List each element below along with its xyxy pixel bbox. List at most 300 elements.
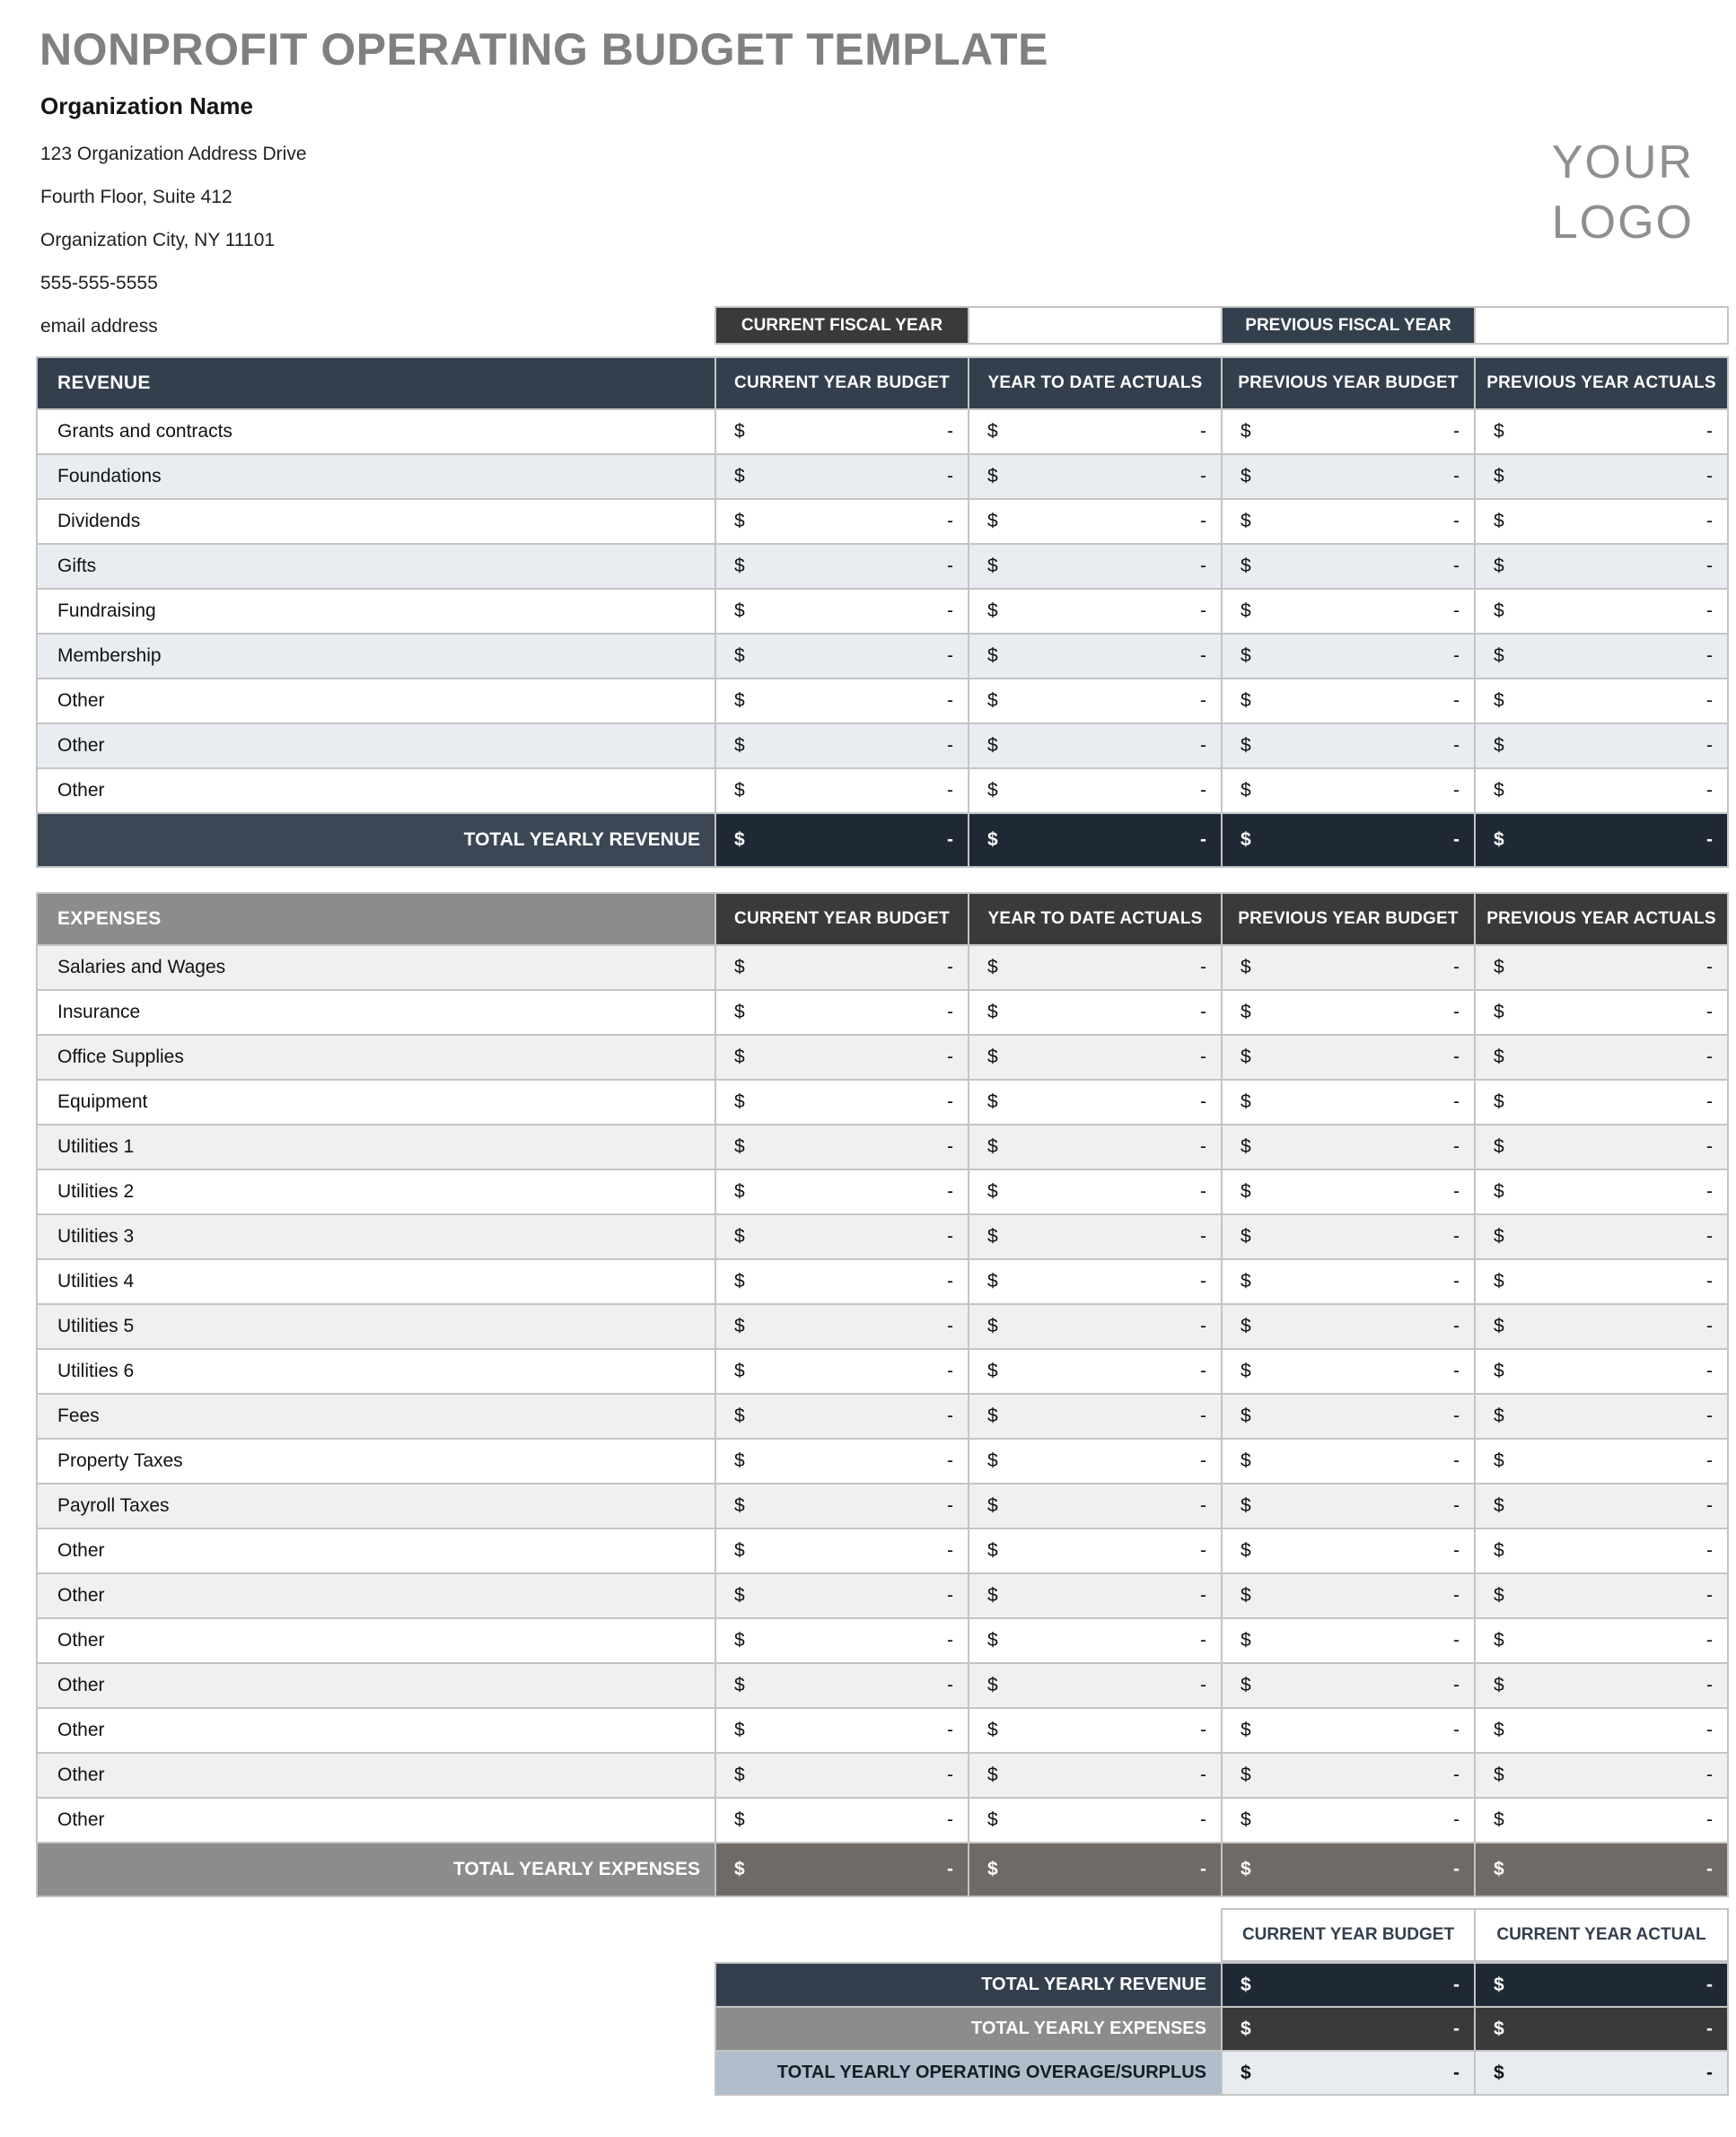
currency-symbol: $ [1494, 1047, 1504, 1067]
amount-cell-previous-year-budget[interactable] [1223, 1305, 1474, 1348]
currency-symbol: $ [1494, 690, 1504, 711]
currency-symbol: $ [1241, 600, 1251, 621]
empty-amount: - [1706, 1450, 1713, 1471]
amount-cell-previous-year-actuals[interactable] [1476, 635, 1727, 678]
amount-cell-year-to-date-actuals[interactable] [969, 1036, 1221, 1079]
amount-cell-current-year-budget[interactable] [716, 410, 968, 453]
currency-symbol: $ [1241, 829, 1251, 850]
row-label-cell[interactable]: Other [38, 769, 715, 812]
amount-cell-previous-year-actuals[interactable] [1476, 679, 1727, 723]
amount-cell-year-to-date-actuals[interactable] [969, 410, 1221, 453]
empty-amount: - [947, 556, 953, 576]
amount-cell-current-year-budget[interactable] [716, 1305, 968, 1348]
empty-amount: - [1706, 1585, 1713, 1606]
page-title: NONPROFIT OPERATING BUDGET TEMPLATE [39, 24, 1048, 74]
currency-symbol: $ [1494, 1720, 1504, 1740]
amount-cell-current-year-budget[interactable] [716, 1395, 968, 1438]
amount-cell-year-to-date-actuals[interactable] [969, 1260, 1221, 1303]
row-label-cell[interactable]: Utilities 4 [38, 1260, 715, 1303]
previous-fiscal-year-label: PREVIOUS FISCAL YEAR [1223, 308, 1474, 343]
currency-symbol: $ [1494, 780, 1504, 801]
row-label-cell[interactable]: Utilities 5 [38, 1305, 715, 1348]
amount-cell-previous-year-actuals[interactable] [1476, 1709, 1727, 1752]
amount-cell-previous-year-budget[interactable] [1223, 1260, 1474, 1303]
currency-symbol: $ [734, 556, 745, 576]
row-label-cell[interactable]: Fundraising [38, 590, 715, 633]
currency-symbol: $ [987, 511, 998, 531]
amount-cell-previous-year-budget[interactable] [1223, 455, 1474, 498]
empty-amount: - [947, 1316, 953, 1336]
empty-amount: - [1706, 690, 1713, 711]
empty-amount: - [1200, 1859, 1206, 1879]
amount-cell-current-year-budget[interactable] [716, 1036, 968, 1079]
currency-symbol: $ [1241, 1720, 1251, 1740]
currency-symbol: $ [987, 1765, 998, 1785]
amount-cell-previous-year-actuals[interactable] [1476, 1529, 1727, 1572]
org-email[interactable]: email address [40, 316, 158, 337]
amount-cell-current-year-budget[interactable] [716, 946, 968, 989]
amount-cell-previous-year-budget[interactable] [1223, 1754, 1474, 1797]
currency-symbol: $ [734, 1675, 745, 1695]
amount-cell-previous-year-budget[interactable] [1223, 500, 1474, 543]
empty-amount: - [1200, 957, 1206, 977]
amount-cell-previous-year-actuals[interactable] [1476, 1305, 1727, 1348]
amount-cell-previous-year-actuals[interactable] [1476, 1664, 1727, 1707]
empty-amount: - [1453, 1091, 1460, 1112]
amount-cell-year-to-date-actuals[interactable] [969, 991, 1221, 1034]
empty-amount: - [1200, 829, 1206, 850]
org-address-city[interactable]: Organization City, NY 11101 [40, 230, 276, 250]
amount-cell-previous-year-budget[interactable] [1223, 1799, 1474, 1842]
amount-cell-previous-year-budget[interactable] [1223, 410, 1474, 453]
amount-cell-previous-year-actuals[interactable] [1476, 500, 1727, 543]
empty-amount: - [1200, 1271, 1206, 1292]
currency-symbol: $ [1494, 2062, 1504, 2083]
amount-cell-year-to-date-actuals[interactable] [969, 1215, 1221, 1258]
amount-cell-year-to-date-actuals[interactable] [969, 769, 1221, 812]
amount-cell-current-year-budget[interactable] [716, 635, 968, 678]
empty-amount: - [1706, 1136, 1713, 1157]
empty-amount: - [1200, 645, 1206, 666]
currency-symbol: $ [734, 1495, 745, 1516]
summary-column-header-budget: CURRENT YEAR BUDGET [1223, 1910, 1474, 1960]
amount-cell-current-year-budget[interactable] [716, 1170, 968, 1213]
total-yearly-expenses-label: TOTAL YEARLY EXPENSES [38, 1844, 715, 1896]
empty-amount: - [1200, 421, 1206, 442]
row-label-cell[interactable]: Other [38, 1619, 715, 1662]
row-label-cell[interactable]: Other [38, 1574, 715, 1617]
currency-symbol: $ [1241, 1136, 1251, 1157]
amount-cell-previous-year-budget[interactable] [1223, 1125, 1474, 1169]
amount-cell-current-year-budget[interactable] [716, 500, 968, 543]
empty-amount: - [947, 829, 953, 850]
amount-cell-current-year-budget[interactable] [716, 991, 968, 1034]
amount-cell-previous-year-budget[interactable] [1223, 1215, 1474, 1258]
revenue-table [36, 356, 1729, 868]
row-label-cell[interactable]: Other [38, 1664, 715, 1707]
currency-symbol: $ [734, 1271, 745, 1292]
empty-amount: - [1453, 780, 1460, 801]
empty-amount: - [947, 957, 953, 977]
empty-amount: - [1200, 735, 1206, 756]
logo-line-1: YOUR [1551, 136, 1694, 188]
amount-cell-current-year-budget[interactable] [716, 1664, 968, 1707]
amount-cell-previous-year-actuals[interactable] [1476, 1036, 1727, 1079]
empty-amount: - [947, 1809, 953, 1830]
empty-amount: - [1706, 1675, 1713, 1695]
empty-amount: - [1706, 1809, 1713, 1830]
amount-cell-year-to-date-actuals[interactable] [969, 1170, 1221, 1213]
currency-symbol: $ [1241, 1585, 1251, 1606]
amount-cell-year-to-date-actuals[interactable] [969, 545, 1221, 588]
empty-amount: - [1453, 1316, 1460, 1336]
currency-symbol: $ [1241, 1226, 1251, 1247]
empty-amount: - [1453, 1136, 1460, 1157]
summary-amount-budget [1223, 2008, 1474, 2050]
amount-cell-previous-year-actuals[interactable] [1476, 724, 1727, 767]
empty-amount: - [1706, 1361, 1713, 1381]
amount-cell-previous-year-actuals[interactable] [1476, 1125, 1727, 1169]
summary-column-header-actual: CURRENT YEAR ACTUAL [1476, 1910, 1727, 1960]
empty-amount: - [1453, 511, 1460, 531]
currency-symbol: $ [734, 690, 745, 711]
amount-cell-previous-year-actuals[interactable] [1476, 946, 1727, 989]
amount-cell-previous-year-budget[interactable] [1223, 1529, 1474, 1572]
empty-amount: - [1706, 1002, 1713, 1022]
currency-symbol: $ [987, 1002, 998, 1022]
empty-amount: - [1200, 1630, 1206, 1651]
amount-cell-previous-year-actuals[interactable] [1476, 1485, 1727, 1528]
org-address-line-2[interactable]: Fourth Floor, Suite 412 [40, 187, 232, 207]
empty-amount: - [947, 1585, 953, 1606]
empty-amount: - [947, 1406, 953, 1426]
amount-cell-year-to-date-actuals[interactable] [969, 679, 1221, 723]
currency-symbol: $ [987, 1720, 998, 1740]
currency-symbol: $ [1241, 1271, 1251, 1292]
empty-amount: - [947, 1002, 953, 1022]
empty-amount: - [1200, 556, 1206, 576]
amount-cell-year-to-date-actuals[interactable] [969, 724, 1221, 767]
amount-cell-previous-year-actuals[interactable] [1476, 991, 1727, 1034]
amount-cell-previous-year-budget[interactable] [1223, 635, 1474, 678]
currency-symbol: $ [1494, 1974, 1504, 1995]
amount-cell-current-year-budget[interactable] [716, 1125, 968, 1169]
amount-cell-year-to-date-actuals[interactable] [969, 1440, 1221, 1483]
org-address-line-1[interactable]: 123 Organization Address Drive [40, 144, 307, 164]
amount-cell-current-year-budget[interactable] [716, 1619, 968, 1662]
row-label-cell[interactable]: Foundations [38, 455, 715, 498]
amount-cell-year-to-date-actuals[interactable] [969, 946, 1221, 989]
currency-symbol: $ [734, 1585, 745, 1606]
empty-amount: - [1200, 1002, 1206, 1022]
empty-amount: - [947, 1047, 953, 1067]
amount-cell-current-year-budget[interactable] [716, 1799, 968, 1842]
row-label-cell[interactable]: Salaries and Wages [38, 946, 715, 989]
amount-cell-previous-year-budget[interactable] [1223, 946, 1474, 989]
amount-cell-year-to-date-actuals[interactable] [969, 1619, 1221, 1662]
amount-cell-current-year-budget[interactable] [716, 1440, 968, 1483]
row-label-cell[interactable]: Equipment [38, 1081, 715, 1124]
org-phone[interactable]: 555-555-5555 [40, 273, 158, 293]
amount-cell-current-year-budget[interactable] [716, 455, 968, 498]
currency-symbol: $ [734, 780, 745, 801]
currency-symbol: $ [987, 780, 998, 801]
amount-cell-year-to-date-actuals[interactable] [969, 1754, 1221, 1797]
currency-symbol: $ [987, 556, 998, 576]
row-label-cell[interactable]: Utilities 6 [38, 1350, 715, 1393]
currency-symbol: $ [987, 1450, 998, 1471]
organization-name[interactable]: Organization Name [40, 92, 253, 119]
amount-cell-previous-year-budget[interactable] [1223, 1395, 1474, 1438]
empty-amount: - [1453, 1181, 1460, 1202]
amount-cell-previous-year-budget[interactable] [1223, 679, 1474, 723]
amount-cell-previous-year-actuals[interactable] [1476, 545, 1727, 588]
currency-symbol: $ [987, 1630, 998, 1651]
empty-amount: - [1453, 556, 1460, 576]
row-label-cell[interactable]: Membership [38, 635, 715, 678]
amount-cell-previous-year-actuals[interactable] [1476, 1081, 1727, 1124]
amount-cell-year-to-date-actuals[interactable] [969, 1305, 1221, 1348]
amount-cell-current-year-budget[interactable] [716, 1485, 968, 1528]
row-label-cell[interactable]: Gifts [38, 545, 715, 588]
empty-amount: - [947, 1765, 953, 1785]
amount-cell-year-to-date-actuals[interactable] [969, 1574, 1221, 1617]
amount-cell-current-year-budget[interactable] [716, 590, 968, 633]
summary-amount-actual [1476, 2052, 1727, 2094]
previous-fiscal-year-input[interactable] [1476, 308, 1727, 343]
amount-cell-current-year-budget[interactable] [716, 769, 968, 812]
currency-symbol: $ [1241, 556, 1251, 576]
currency-symbol: $ [987, 1406, 998, 1426]
currency-symbol: $ [1494, 1361, 1504, 1381]
amount-cell-year-to-date-actuals[interactable] [969, 455, 1221, 498]
amount-cell-current-year-budget[interactable] [716, 545, 968, 588]
amount-cell-previous-year-actuals[interactable] [1476, 1574, 1727, 1617]
amount-cell-current-year-budget[interactable] [716, 1574, 968, 1617]
empty-amount: - [947, 421, 953, 442]
amount-cell-year-to-date-actuals[interactable] [969, 1081, 1221, 1124]
empty-amount: - [1706, 780, 1713, 801]
currency-symbol: $ [734, 466, 745, 486]
row-label-cell[interactable]: Other [38, 1709, 715, 1752]
amount-cell-previous-year-actuals[interactable] [1476, 1754, 1727, 1797]
amount-cell-current-year-budget[interactable] [716, 1754, 968, 1797]
row-label-cell[interactable]: Fees [38, 1395, 715, 1438]
row-label-cell[interactable]: Payroll Taxes [38, 1485, 715, 1528]
amount-cell-previous-year-actuals[interactable] [1476, 455, 1727, 498]
empty-amount: - [1453, 1630, 1460, 1651]
empty-amount: - [1706, 600, 1713, 621]
amount-cell-previous-year-budget[interactable] [1223, 1081, 1474, 1124]
amount-cell-previous-year-budget[interactable] [1223, 724, 1474, 767]
amount-cell-previous-year-budget[interactable] [1223, 1664, 1474, 1707]
row-label-cell[interactable]: Insurance [38, 991, 715, 1034]
currency-symbol: $ [1494, 1316, 1504, 1336]
summary-amount-budget [1223, 1964, 1474, 2006]
empty-amount: - [1706, 421, 1713, 442]
amount-cell-previous-year-actuals[interactable] [1476, 1395, 1727, 1438]
amount-cell-previous-year-budget[interactable] [1223, 769, 1474, 812]
amount-cell-year-to-date-actuals[interactable] [969, 1350, 1221, 1393]
currency-symbol: $ [734, 1630, 745, 1651]
currency-symbol: $ [987, 690, 998, 711]
currency-symbol: $ [987, 1136, 998, 1157]
amount-cell-year-to-date-actuals[interactable] [969, 635, 1221, 678]
row-label-cell[interactable]: Office Supplies [38, 1036, 715, 1079]
empty-amount: - [947, 1361, 953, 1381]
amount-cell-year-to-date-actuals[interactable] [969, 1709, 1221, 1752]
amount-cell-current-year-budget[interactable] [716, 1260, 968, 1303]
currency-symbol: $ [1494, 1091, 1504, 1112]
row-label-cell[interactable]: Other [38, 1529, 715, 1572]
amount-cell-previous-year-actuals[interactable] [1476, 769, 1727, 812]
amount-cell-previous-year-budget[interactable] [1223, 1350, 1474, 1393]
amount-cell-current-year-budget[interactable] [716, 1709, 968, 1752]
amount-cell-year-to-date-actuals[interactable] [969, 1799, 1221, 1842]
currency-symbol: $ [987, 1540, 998, 1561]
empty-amount: - [1706, 2062, 1713, 2083]
empty-amount: - [1453, 957, 1460, 977]
row-label-cell[interactable]: Utilities 2 [38, 1170, 715, 1213]
total-amount-cell [1223, 1844, 1474, 1896]
row-label-cell[interactable]: Dividends [38, 500, 715, 543]
empty-amount: - [1706, 466, 1713, 486]
currency-symbol: $ [987, 1047, 998, 1067]
currency-symbol: $ [734, 1765, 745, 1785]
currency-symbol: $ [1494, 1675, 1504, 1695]
empty-amount: - [947, 1720, 953, 1740]
amount-cell-year-to-date-actuals[interactable] [969, 1664, 1221, 1707]
amount-cell-year-to-date-actuals[interactable] [969, 1529, 1221, 1572]
currency-symbol: $ [734, 645, 745, 666]
row-label-cell[interactable]: Utilities 3 [38, 1215, 715, 1258]
currency-symbol: $ [987, 1495, 998, 1516]
empty-amount: - [1706, 556, 1713, 576]
empty-amount: - [947, 1226, 953, 1247]
currency-symbol: $ [1241, 1181, 1251, 1202]
currency-symbol: $ [1241, 1859, 1251, 1879]
currency-symbol: $ [1241, 421, 1251, 442]
currency-symbol: $ [987, 1675, 998, 1695]
empty-amount: - [1453, 829, 1460, 850]
amount-cell-previous-year-actuals[interactable] [1476, 1799, 1727, 1842]
amount-cell-current-year-budget[interactable] [716, 1215, 968, 1258]
empty-amount: - [1453, 1271, 1460, 1292]
currency-symbol: $ [734, 1047, 745, 1067]
amount-cell-previous-year-budget[interactable] [1223, 1709, 1474, 1752]
empty-amount: - [1200, 1720, 1206, 1740]
amount-cell-year-to-date-actuals[interactable] [969, 1125, 1221, 1169]
currency-symbol: $ [987, 1361, 998, 1381]
total-amount-cell [716, 814, 968, 866]
row-label-cell[interactable]: Other [38, 679, 715, 723]
empty-amount: - [1706, 1765, 1713, 1785]
empty-amount: - [1200, 780, 1206, 801]
amount-cell-previous-year-actuals[interactable] [1476, 1260, 1727, 1303]
amount-cell-previous-year-budget[interactable] [1223, 1440, 1474, 1483]
empty-amount: - [1200, 1091, 1206, 1112]
amount-cell-previous-year-actuals[interactable] [1476, 1215, 1727, 1258]
amount-cell-current-year-budget[interactable] [716, 724, 968, 767]
row-label-cell[interactable]: Property Taxes [38, 1440, 715, 1483]
empty-amount: - [1453, 1585, 1460, 1606]
currency-symbol: $ [987, 466, 998, 486]
expenses-section-header: EXPENSES [38, 894, 715, 944]
currency-symbol: $ [734, 1361, 745, 1381]
amount-cell-previous-year-actuals[interactable] [1476, 1619, 1727, 1662]
amount-cell-previous-year-budget[interactable] [1223, 1485, 1474, 1528]
expenses-table [36, 892, 1729, 1897]
amount-cell-year-to-date-actuals[interactable] [969, 500, 1221, 543]
amount-cell-previous-year-budget[interactable] [1223, 1036, 1474, 1079]
amount-cell-year-to-date-actuals[interactable] [969, 590, 1221, 633]
currency-symbol: $ [1241, 466, 1251, 486]
currency-symbol: $ [1241, 780, 1251, 801]
empty-amount: - [947, 1091, 953, 1112]
row-label-cell[interactable]: Grants and contracts [38, 410, 715, 453]
amount-cell-previous-year-actuals[interactable] [1476, 1170, 1727, 1213]
amount-cell-year-to-date-actuals[interactable] [969, 1395, 1221, 1438]
row-label-cell[interactable]: Utilities 1 [38, 1125, 715, 1169]
amount-cell-current-year-budget[interactable] [716, 1529, 968, 1572]
empty-amount: - [1200, 1361, 1206, 1381]
empty-amount: - [947, 1181, 953, 1202]
amount-cell-current-year-budget[interactable] [716, 1081, 968, 1124]
empty-amount: - [1706, 1226, 1713, 1247]
empty-amount: - [1200, 1047, 1206, 1067]
amount-cell-previous-year-budget[interactable] [1223, 1619, 1474, 1662]
currency-symbol: $ [1494, 466, 1504, 486]
amount-cell-previous-year-budget[interactable] [1223, 1574, 1474, 1617]
currency-symbol: $ [1494, 1540, 1504, 1561]
amount-cell-previous-year-actuals[interactable] [1476, 590, 1727, 633]
row-label-cell[interactable]: Other [38, 1754, 715, 1797]
currency-symbol: $ [1494, 735, 1504, 756]
amount-cell-previous-year-budget[interactable] [1223, 991, 1474, 1034]
amount-cell-previous-year-budget[interactable] [1223, 590, 1474, 633]
amount-cell-previous-year-actuals[interactable] [1476, 1350, 1727, 1393]
empty-amount: - [947, 1675, 953, 1695]
currency-symbol: $ [987, 1585, 998, 1606]
row-label-cell[interactable]: Other [38, 724, 715, 767]
currency-symbol: $ [1241, 1450, 1251, 1471]
current-fiscal-year-input[interactable] [969, 308, 1221, 343]
currency-symbol: $ [1241, 1495, 1251, 1516]
empty-amount: - [1453, 1002, 1460, 1022]
currency-symbol: $ [734, 1316, 745, 1336]
currency-symbol: $ [734, 1136, 745, 1157]
row-label-cell[interactable]: Other [38, 1799, 715, 1842]
currency-symbol: $ [1241, 1002, 1251, 1022]
empty-amount: - [1453, 1765, 1460, 1785]
total-amount-cell [969, 814, 1221, 866]
logo-placeholder [1552, 133, 1694, 253]
currency-symbol: $ [1241, 1316, 1251, 1336]
amount-cell-previous-year-budget[interactable] [1223, 1170, 1474, 1213]
amount-cell-previous-year-actuals[interactable] [1476, 410, 1727, 453]
empty-amount: - [1706, 1181, 1713, 1202]
currency-symbol: $ [1494, 1181, 1504, 1202]
empty-amount: - [1453, 735, 1460, 756]
empty-amount: - [1453, 1226, 1460, 1247]
currency-symbol: $ [1494, 1002, 1504, 1022]
amount-cell-previous-year-actuals[interactable] [1476, 1440, 1727, 1483]
amount-cell-current-year-budget[interactable] [716, 1350, 968, 1393]
currency-symbol: $ [1241, 1406, 1251, 1426]
amount-cell-year-to-date-actuals[interactable] [969, 1485, 1221, 1528]
amount-cell-previous-year-budget[interactable] [1223, 545, 1474, 588]
amount-cell-current-year-budget[interactable] [716, 679, 968, 723]
